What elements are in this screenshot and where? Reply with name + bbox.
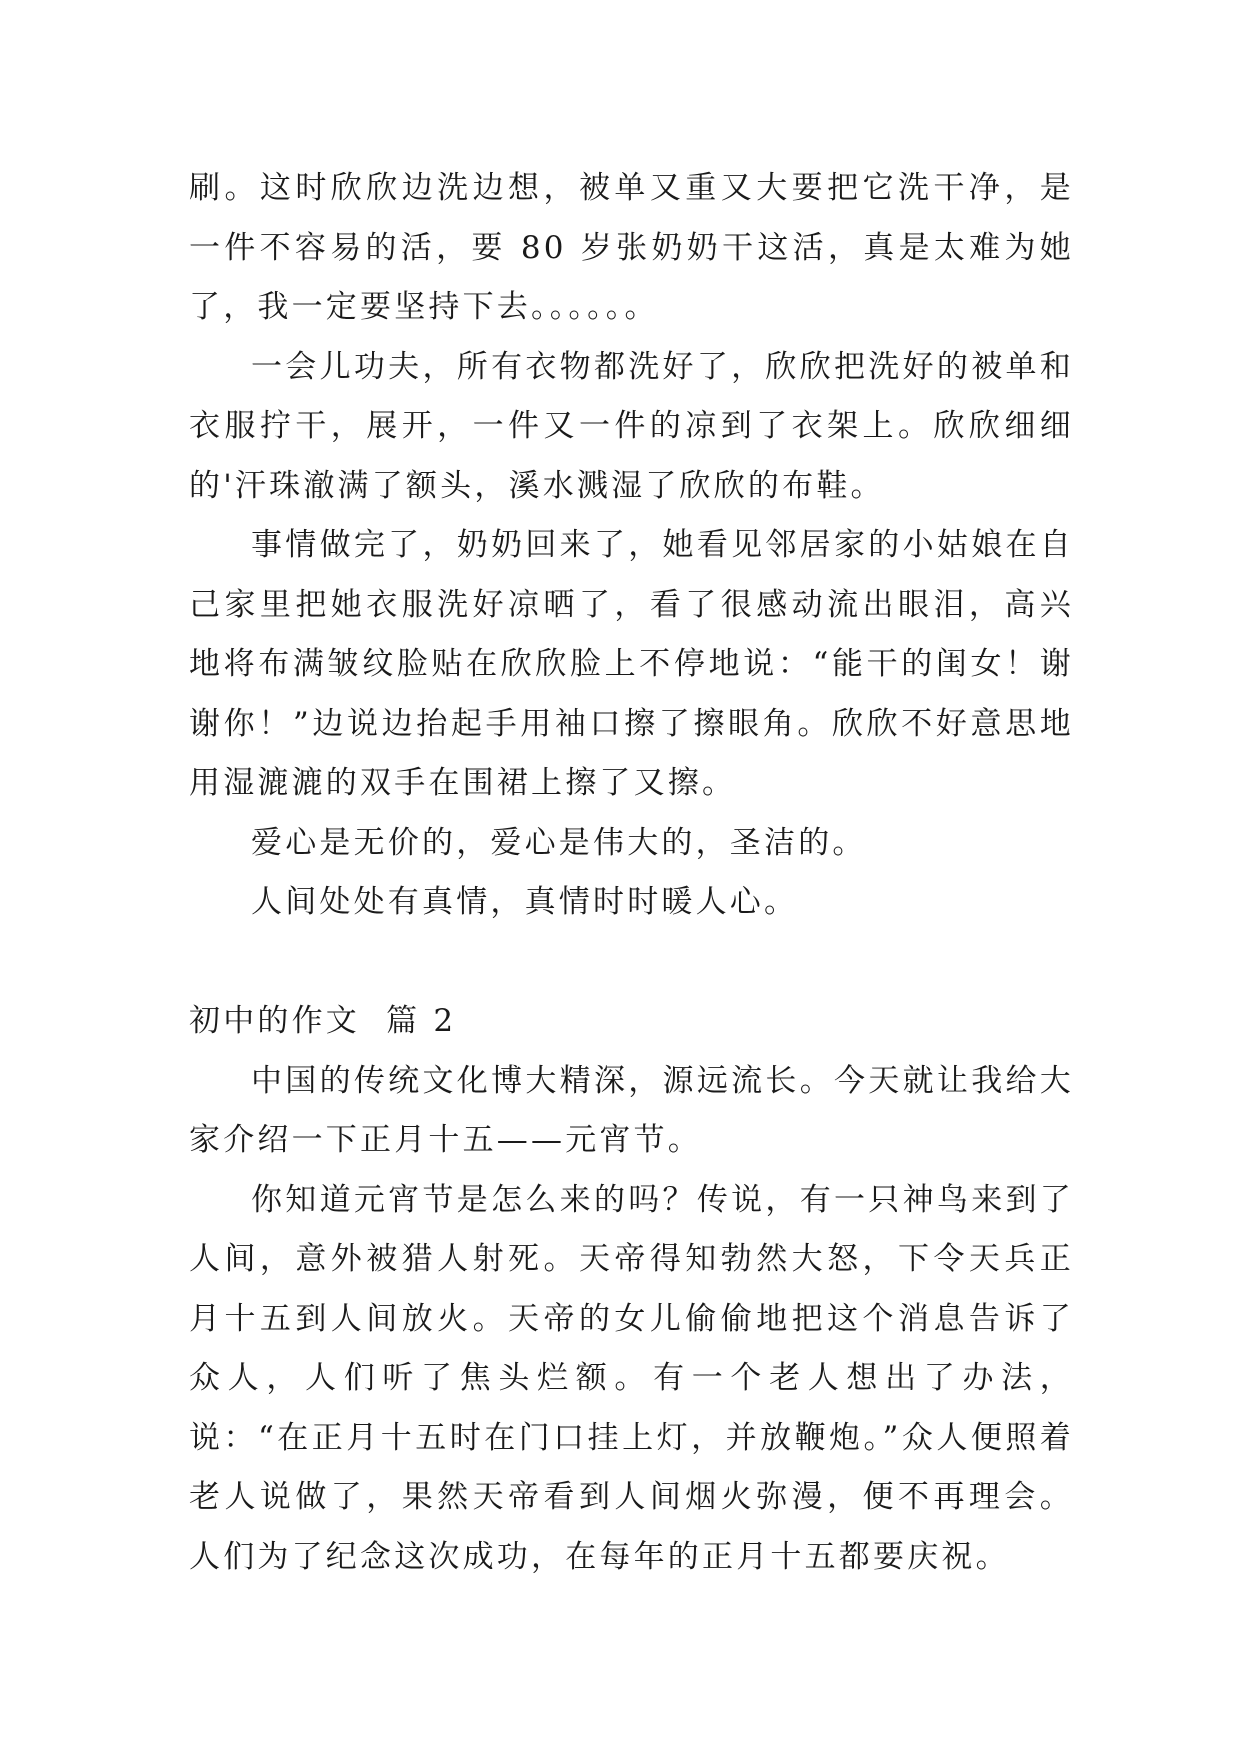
- paragraph: 中国的传统文化博大精深，源远流长。今天就让我给大家介绍一下正月十五——元宵节。: [189, 1062, 1074, 1158]
- paragraph: 爱心是无价的，爱心是伟大的，圣洁的。: [251, 824, 867, 861]
- paragraph: 事情做完了，奶奶回来了，她看见邻居家的小姑娘在自己家里把她衣服洗好凉晒了，看了很感动流出眼泪，高兴地将布满皱纹脸贴在欣欣脸上不停地说：“能干的闺女！谢谢你！”边说边抬起手用袖口擦了擦眼角。欣欣不好意思地用湿漉漉的双手在围裙上擦了又擦。: [189, 527, 1074, 801]
- paragraph: 一会儿功夫，所有衣物都洗好了，欣欣把洗好的被单和衣服拧干，展开，一件又一件的凉到了衣架上。欣欣细细的'汗珠澈满了额头，溪水溅湿了欣欣的布鞋。: [189, 348, 1074, 504]
- section-heading: 初中的作文 篇 2: [189, 1003, 457, 1039]
- paragraph: 人间处处有真情，真情时时暖人心。: [251, 884, 799, 920]
- paragraph: 你知道元宵节是怎么来的吗？传说，有一只神鸟来到了人间，意外被猎人射死。天帝得知勃然大怒，下令天兵正月十五到人间放火。天帝的女儿偷偷地把这个消息告诉了众人，人们听了焦头烂额。有一个老人想出了办法，说：“在正月十五时在门口挂上灯，并放鞭炮。”众人便照着老人说做了，果然天帝看到人间烟火弥漫，便不再理会。人们为了纪念这次成功，在每年的正月十五都要庆祝。: [189, 1181, 1074, 1575]
- document-body: [189, 159, 1074, 1587]
- paragraph-continuation: 刷。这时欣欣边洗边想，被单又重又大要把它洗干净，是一件不容易的活，要 80 岁张奶奶干这活，真是太难为她了，我一定要坚持下去。。。。。。: [189, 170, 1074, 325]
